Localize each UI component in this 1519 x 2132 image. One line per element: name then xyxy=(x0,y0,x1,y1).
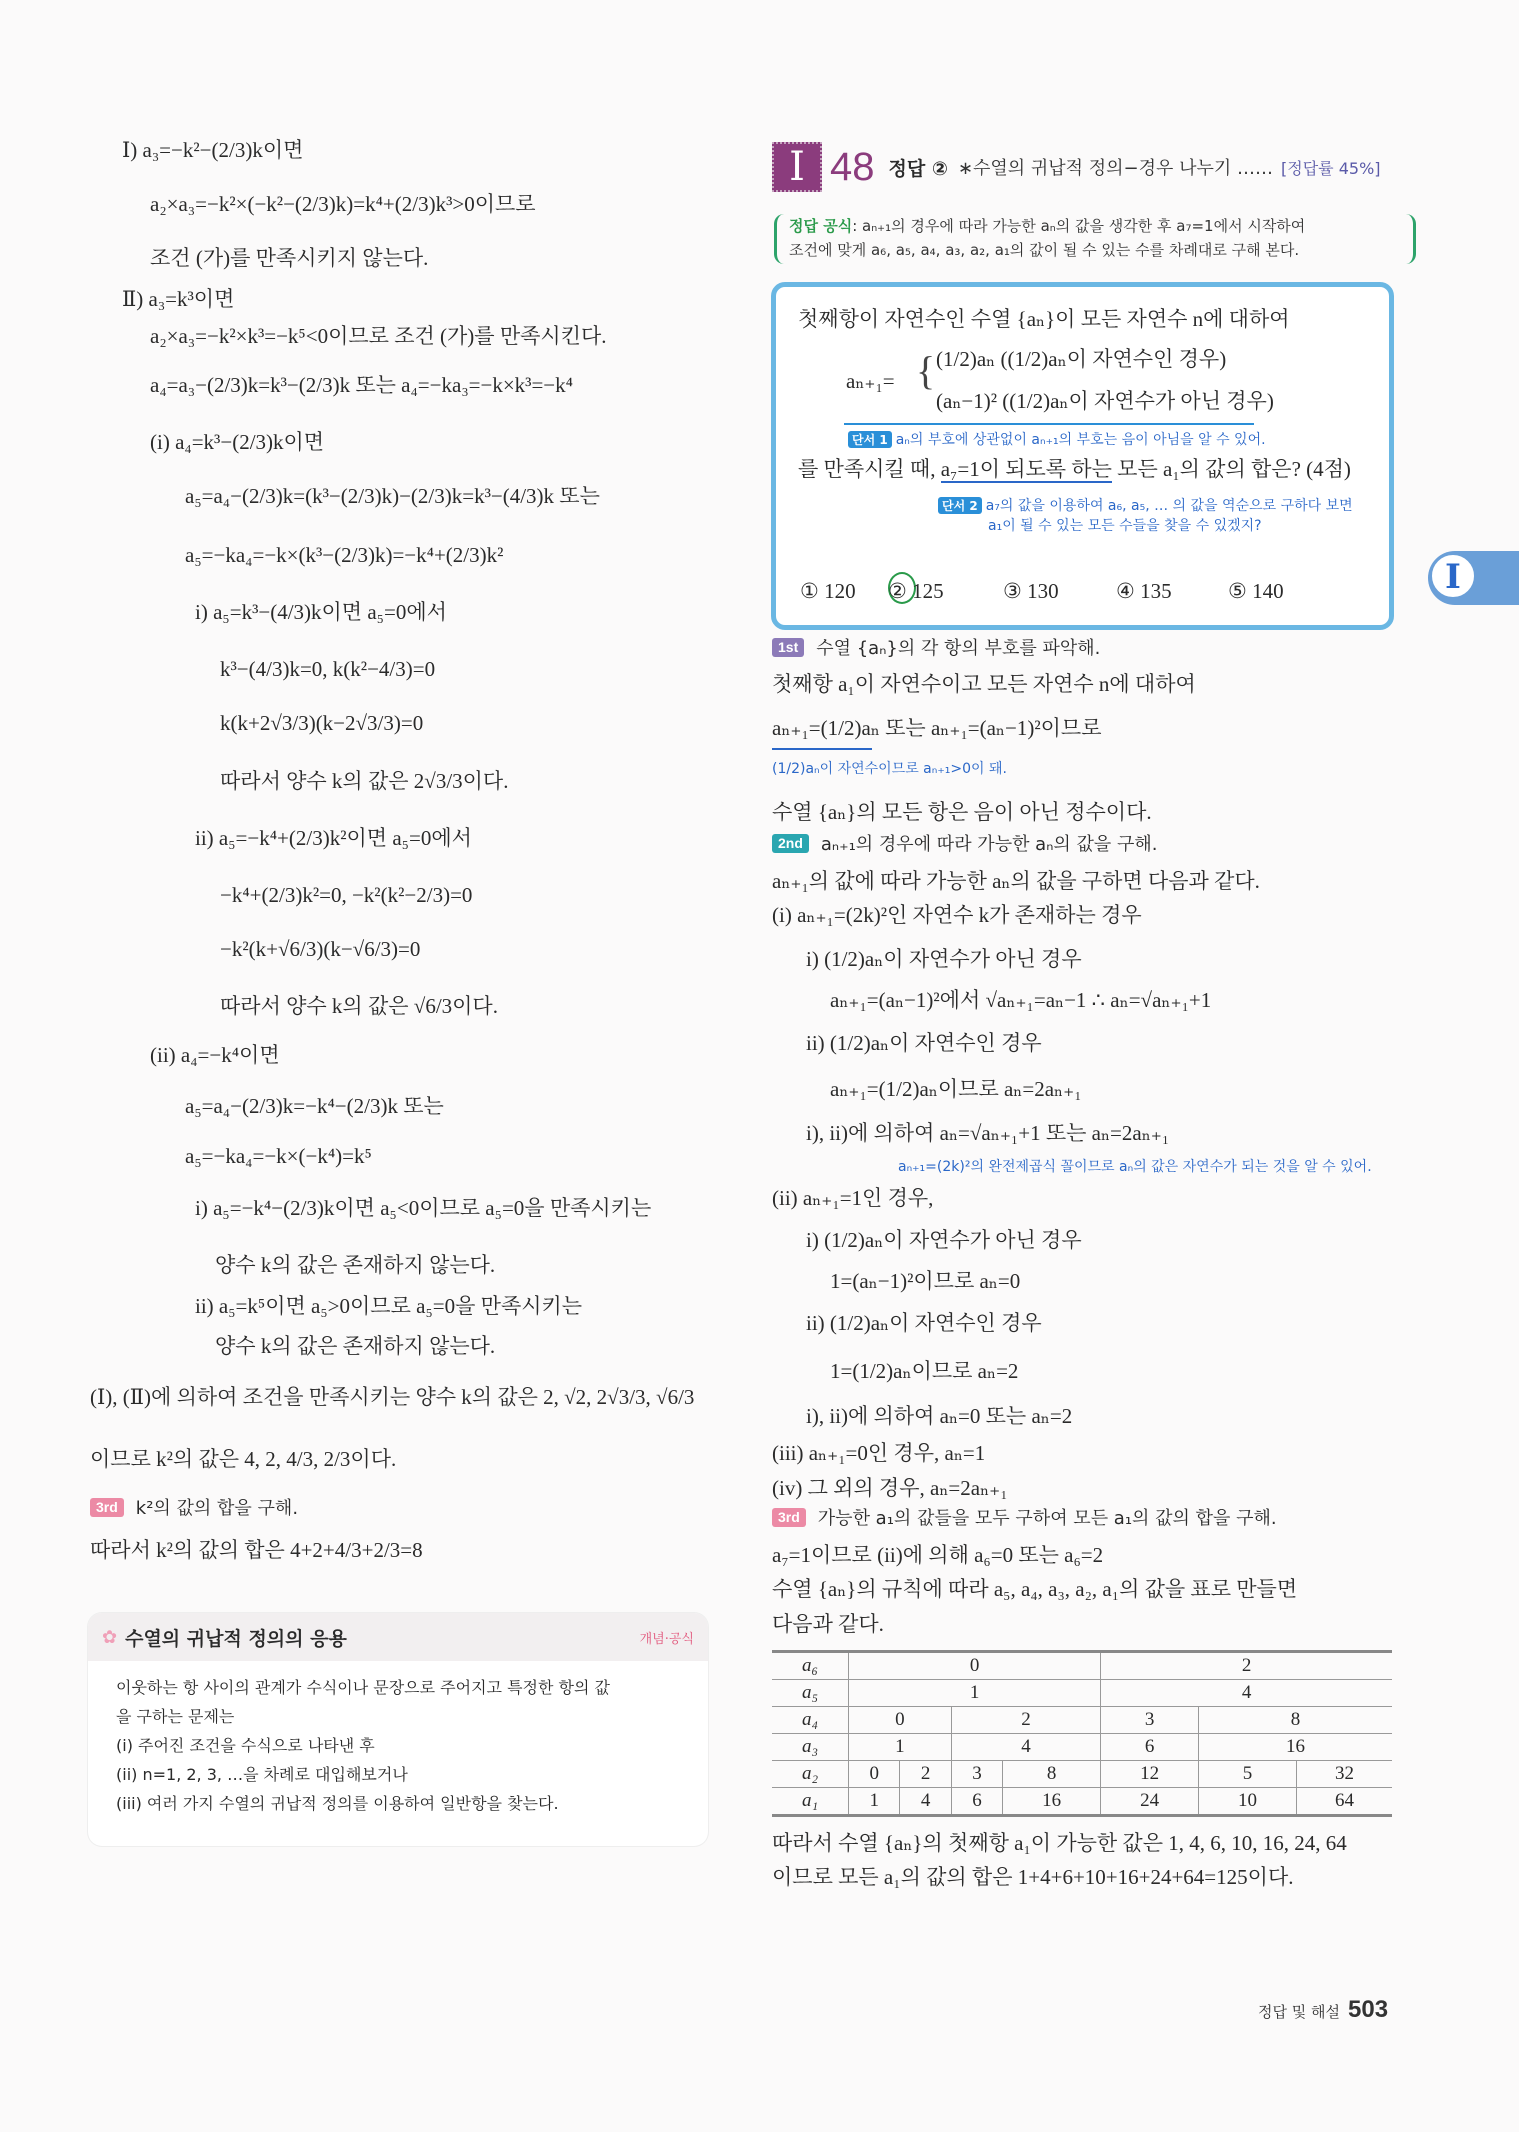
table-cell: 6 xyxy=(951,1788,1002,1816)
hint2-cont: a₁이 될 수 있는 모든 수들을 찾을 수 있겠지? xyxy=(988,518,1262,534)
table-cell: 1 xyxy=(849,1734,952,1761)
solution-line: aₙ₊₁=(aₙ−1)²에서 √aₙ₊₁=aₙ−1 ∴ aₙ=√aₙ₊₁+1 xyxy=(830,988,1212,1012)
row-label: a₅ xyxy=(772,1680,849,1707)
problem-box xyxy=(771,282,1394,630)
final-answer-line: 따라서 k²의 값의 합은 4+2+4/3+2/3=8 xyxy=(90,1538,423,1562)
table-cell: 3 xyxy=(951,1761,1002,1788)
solution-line: 1=(1/2)aₙ이므로 aₙ=2 xyxy=(830,1359,1019,1383)
solution-line: (i) a₄=k³−(2/3)k이면 xyxy=(150,430,325,454)
choice-3[interactable]: ③ 130 xyxy=(1003,579,1059,603)
solution-line: aₙ₊₁=(1/2)aₙ이므로 aₙ=2aₙ₊₁ xyxy=(830,1077,1082,1101)
row-label: a₃ xyxy=(772,1734,849,1761)
step2-text: aₙ₊₁의 경우에 따라 가능한 aₙ의 값을 구해. xyxy=(820,834,1158,855)
solution-line: −k²(k+√6/3)(k−√6/3)=0 xyxy=(220,937,421,961)
concept-line: 을 구하는 문제는 xyxy=(116,1707,235,1726)
solution-line: (i) aₙ₊₁=(2k)²인 자연수 k가 존재하는 경우 xyxy=(772,903,1142,927)
solution-line: Ⅰ) a₃=−k²−(2/3)k이면 xyxy=(122,138,304,162)
solution-line: a₂×a₃=−k²×k³=−k⁵<0이므로 조건 (가)를 만족시킨다. xyxy=(150,324,607,348)
choice-2[interactable]: ② 125 xyxy=(888,579,944,603)
solution-line: 조건 (가)를 만족시키지 않는다. xyxy=(150,246,429,270)
solution-line: 다음과 같다. xyxy=(772,1612,884,1636)
solution-line: a₄=a₃−(2/3)k=k³−(2/3)k 또는 a₄=−ka₃=−k×k³=−k⁴ xyxy=(150,373,573,397)
hint1-underline xyxy=(844,423,1254,425)
note-underline xyxy=(772,748,872,750)
row-label: a₂ xyxy=(772,1761,849,1788)
concept-line: 이웃하는 항 사이의 관계가 수식이나 문장으로 주어지고 특정한 항의 값 xyxy=(116,1678,610,1697)
chapter-tab-label: Ⅰ xyxy=(1430,553,1476,599)
solution-line: i) a₅=−k⁴−(2/3)k이면 a₅<0이므로 a₅=0을 만족시키는 xyxy=(195,1196,652,1220)
hint2 xyxy=(938,495,1353,515)
solution-line: aₙ₊₁=(1/2)aₙ 또는 aₙ₊₁=(aₙ−1)²이므로 xyxy=(772,716,1102,740)
table-row xyxy=(772,1788,1392,1816)
solution-line: (ii) aₙ₊₁=1인 경우, xyxy=(772,1186,934,1210)
flower-icon: ✿ xyxy=(102,1626,118,1647)
concept-line: (ii) n=1, 2, 3, …을 차례로 대입해보거나 xyxy=(116,1765,408,1784)
solution-line: k(k+2√3/3)(k−2√3/3)=0 xyxy=(220,711,424,735)
solution-line: i), ii)에 의하여 aₙ=0 또는 aₙ=2 xyxy=(806,1404,1073,1428)
page-footer xyxy=(1258,1996,1388,2024)
solution-line: ii) (1/2)aₙ이 자연수인 경우 xyxy=(806,1031,1042,1055)
unit-badge: Ⅰ xyxy=(772,142,822,192)
side-note: aₙ₊₁=(2k)²의 완전제곱식 꼴이므로 aₙ의 값은 자연수가 되는 것을 알 수 있어. xyxy=(898,1159,1372,1175)
table-cell: 3 xyxy=(1101,1707,1199,1734)
solution-line: (ii) a₄=−k⁴이면 xyxy=(150,1043,280,1067)
solution-line: (iv) 그 외의 경우, aₙ=2aₙ₊₁ xyxy=(772,1476,1008,1500)
answer-formula xyxy=(774,214,1416,264)
solution-line: 수열 {aₙ}의 규칙에 따라 a₅, a₄, a₃, a₂, a₁의 값을 표로 만들면 xyxy=(772,1577,1298,1601)
solution-line: a₅=a₄−(2/3)k=−k⁴−(2/3)k 또는 xyxy=(185,1094,444,1118)
step3-badge: 3rd xyxy=(90,1498,124,1517)
table-cell: 2 xyxy=(951,1707,1100,1734)
footer-label: 정답 및 해설 xyxy=(1258,2003,1340,2021)
solution-line: 첫째항 a₁이 자연수이고 모든 자연수 n에 대하여 xyxy=(772,672,1196,696)
choice-5[interactable]: ⑤ 140 xyxy=(1228,579,1284,603)
solution-line: i) (1/2)aₙ이 자연수가 아닌 경우 xyxy=(806,947,1082,971)
solution-line: i) a₅=k³−(4/3)k이면 a₅=0에서 xyxy=(195,600,447,624)
recurrence-case-1: (1/2)aₙ ((1/2)aₙ이 자연수인 경우) xyxy=(936,347,1227,371)
solution-line: 양수 k의 값은 존재하지 않는다. xyxy=(215,1253,496,1277)
table-cell: 4 xyxy=(951,1734,1100,1761)
table-cell: 2 xyxy=(900,1761,951,1788)
table-cell: 32 xyxy=(1296,1761,1392,1788)
solution-line: k³−(4/3)k=0, k(k²−4/3)=0 xyxy=(220,657,436,681)
solution-line: −k⁴+(2/3)k²=0, −k²(k²−2/3)=0 xyxy=(220,883,473,907)
table-row xyxy=(772,1761,1392,1788)
solution-line: aₙ₊₁의 값에 따라 가능한 aₙ의 값을 구하면 다음과 같다. xyxy=(772,869,1260,893)
formula-label: 정답 공식 xyxy=(789,217,853,235)
table-cell: 0 xyxy=(849,1652,1101,1680)
concept-box xyxy=(88,1613,708,1846)
table-cell: 5 xyxy=(1199,1761,1297,1788)
step2-heading xyxy=(772,834,1158,856)
solution-line: 양수 k의 값은 존재하지 않는다. xyxy=(215,1334,496,1358)
step3-badge: 3rd xyxy=(772,1508,806,1527)
table-cell: 4 xyxy=(1101,1680,1392,1707)
concept-title: 수열의 귀납적 정의의 응용 xyxy=(125,1627,347,1650)
answer-label: 정답 ② xyxy=(888,157,948,180)
formula-line: : aₙ₊₁의 경우에 따라 가능한 aₙ의 값을 생각한 후 a₇=1에서 시작하여 xyxy=(852,217,1306,235)
table-cell: 8 xyxy=(1003,1761,1101,1788)
solution-line: 따라서 양수 k의 값은 2√3/3이다. xyxy=(220,769,509,793)
topic-label: ∗수열의 귀납적 정의−경우 나누기 …… xyxy=(957,158,1274,179)
step3-text: k²의 값의 합을 구해. xyxy=(135,1498,299,1519)
sequence-table xyxy=(772,1650,1392,1817)
table-cell: 4 xyxy=(900,1788,951,1816)
solution-line: i) (1/2)aₙ이 자연수가 아닌 경우 xyxy=(806,1228,1082,1252)
step1-badge: 1st xyxy=(772,638,804,657)
solution-line: (iii) aₙ₊₁=0인 경우, aₙ=1 xyxy=(772,1441,986,1465)
table-cell: 6 xyxy=(1101,1734,1199,1761)
solution-line: 이므로 k²의 값은 4, 2, 4/3, 2/3이다. xyxy=(90,1447,397,1471)
step2-badge: 2nd xyxy=(772,834,809,853)
table-cell: 2 xyxy=(1101,1652,1392,1680)
row-label: a₁ xyxy=(772,1788,849,1816)
table-cell: 10 xyxy=(1199,1788,1297,1816)
step1-heading xyxy=(772,638,1100,660)
concept-line: (i) 주어진 조건을 수식으로 나타낸 후 xyxy=(116,1736,375,1755)
conclusion-line: 이므로 모든 a₁의 값의 합은 1+4+6+10+16+24+64=125이다. xyxy=(772,1865,1294,1889)
solution-line: 1=(aₙ−1)²이므로 aₙ=0 xyxy=(830,1269,1021,1293)
hint1-text: aₙ의 부호에 상관없이 aₙ₊₁의 부호는 음이 아님을 알 수 있어. xyxy=(895,432,1266,448)
table-cell: 8 xyxy=(1199,1707,1392,1734)
table-cell: 0 xyxy=(849,1707,952,1734)
hint1-tag: 단서 1 xyxy=(848,431,892,448)
table-cell: 64 xyxy=(1296,1788,1392,1816)
correct-rate: [정답률 45%] xyxy=(1281,158,1381,178)
solution-line: ii) (1/2)aₙ이 자연수인 경우 xyxy=(806,1311,1042,1335)
solution-line: a₂×a₃=−k²×(−k²−(2/3)k)=k⁴+(2/3)k³>0이므로 xyxy=(150,192,536,216)
problem-intro: 첫째항이 자연수인 수열 {aₙ}이 모든 자연수 n에 대하여 xyxy=(798,307,1290,331)
table-cell: 1 xyxy=(849,1680,1101,1707)
recurrence-case-2: (aₙ−1)² ((1/2)aₙ이 자연수가 아닌 경우) xyxy=(936,389,1274,413)
table-row xyxy=(772,1707,1392,1734)
formula-line: 조건에 맞게 a₆, a₅, a₄, a₃, a₂, a₁의 값이 될 수 있는 수를 차례대로 구해 본다. xyxy=(789,241,1300,259)
solution-line: (Ⅰ), (Ⅱ)에 의하여 조건을 만족시키는 양수 k의 값은 2, √2, 2√3/3, √6/3 xyxy=(90,1385,695,1409)
step3-heading xyxy=(772,1508,1277,1530)
choice-4[interactable]: ④ 135 xyxy=(1116,579,1172,603)
step3-text: 가능한 a₁의 값들을 모두 구하여 모든 a₁의 값의 합을 구해. xyxy=(817,1508,1277,1529)
table-cell: 12 xyxy=(1101,1761,1199,1788)
table-cell: 0 xyxy=(849,1761,900,1788)
row-label: a₄ xyxy=(772,1707,849,1734)
table-cell: 1 xyxy=(849,1788,900,1816)
solution-line: ii) a₅=k⁵이면 a₅>0이므로 a₅=0을 만족시키는 xyxy=(195,1294,583,1318)
table-cell: 16 xyxy=(1199,1734,1392,1761)
solution-line: 수열 {aₙ}의 모든 항은 음이 아닌 정수이다. xyxy=(772,800,1152,824)
problem-header xyxy=(772,142,1381,192)
solution-line: a₇=1이므로 (ii)에 의해 a₆=0 또는 a₆=2 xyxy=(772,1543,1104,1567)
row-label: a₆ xyxy=(772,1652,849,1680)
problem-question: 를 만족시킬 때, a₇=1이 되도록 하는 모든 a₁의 값의 합은? (4점) xyxy=(798,457,1351,481)
key-condition: a₇=1이 되도록 하는 xyxy=(940,457,1112,481)
table-row xyxy=(772,1680,1392,1707)
solution-line: ii) a₅=−k⁴+(2/3)k²이면 a₅=0에서 xyxy=(195,826,472,850)
step3-heading xyxy=(90,1495,298,1520)
choice-1[interactable]: ① 120 xyxy=(800,579,856,603)
table-cell: 16 xyxy=(1003,1788,1101,1816)
side-note: (1/2)aₙ이 자연수이므로 aₙ₊₁>0이 돼. xyxy=(772,761,1007,777)
hint2-tag: 단서 2 xyxy=(938,497,982,514)
solution-line: i), ii)에 의하여 aₙ=√aₙ₊₁+1 또는 aₙ=2aₙ₊₁ xyxy=(806,1121,1170,1145)
concept-line: (iii) 여러 가지 수열의 귀납적 정의를 이용하여 일반항을 찾는다. xyxy=(116,1794,559,1813)
table-row xyxy=(772,1734,1392,1761)
solution-line: Ⅱ) a₃=k³이면 xyxy=(122,287,235,311)
hint1 xyxy=(848,429,1266,449)
hint2-text: a₇의 값을 이용하여 a₆, a₅, … 의 값을 역순으로 구하다 보면 xyxy=(985,498,1353,514)
page-number: 503 xyxy=(1348,1996,1389,2023)
brace: { xyxy=(916,348,936,393)
concept-tag: 개념·공식 xyxy=(639,1631,694,1647)
solution-line: 따라서 양수 k의 값은 √6/3이다. xyxy=(220,994,498,1018)
conclusion-line: 따라서 수열 {aₙ}의 첫째항 a₁이 가능한 값은 1, 4, 6, 10, 16, 24, 64 xyxy=(772,1831,1347,1855)
chapter-side-tab[interactable] xyxy=(1428,551,1519,605)
solution-line: a₅=−ka₄=−k×(k³−(2/3)k)=−k⁴+(2/3)k² xyxy=(185,543,504,567)
table-row xyxy=(772,1652,1392,1680)
solution-line: a₅=a₄−(2/3)k=(k³−(2/3)k)−(2/3)k=k³−(4/3)k 또는 xyxy=(185,484,600,508)
recurrence-lhs: aₙ₊₁= xyxy=(846,369,895,393)
problem-number: 48 xyxy=(830,144,875,189)
step1-text: 수열 {aₙ}의 각 항의 부호를 파악해. xyxy=(816,638,1101,659)
table-cell: 24 xyxy=(1101,1788,1199,1816)
solution-line: a₅=−ka₄=−k×(−k⁴)=k⁵ xyxy=(185,1144,372,1168)
